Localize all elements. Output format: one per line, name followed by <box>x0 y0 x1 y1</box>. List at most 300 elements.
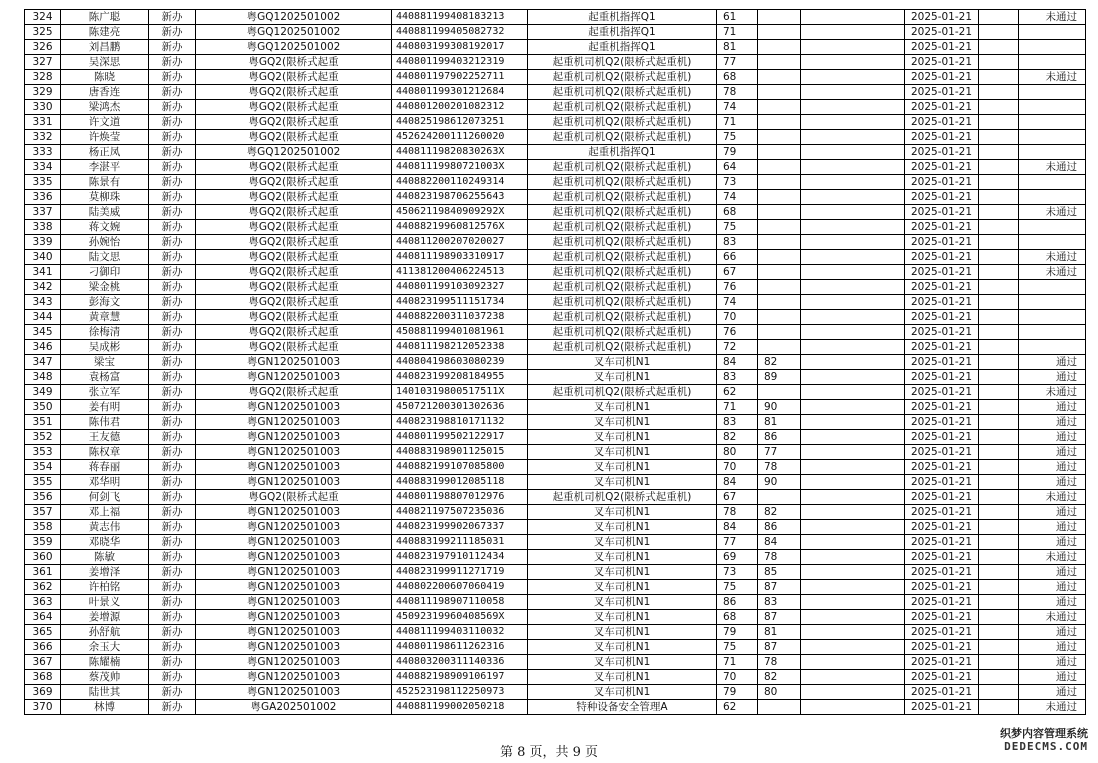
cert-code: 粤GN1202501003 <box>196 400 392 415</box>
score-theory: 84 <box>717 475 758 490</box>
blank-cell <box>801 400 905 415</box>
apply-type: 新办 <box>149 580 196 595</box>
score-theory: 83 <box>717 235 758 250</box>
cert-code: 粤GN1202501003 <box>196 625 392 640</box>
score-theory: 75 <box>717 640 758 655</box>
blank-cell <box>979 595 1019 610</box>
blank-cell <box>801 520 905 535</box>
blank-cell <box>979 655 1019 670</box>
blank-cell <box>979 490 1019 505</box>
apply-type: 新办 <box>149 385 196 400</box>
result-status: 未通过 <box>1019 70 1086 85</box>
cert-code: 粤GN1202501003 <box>196 580 392 595</box>
cert-code: 粤GN1202501003 <box>196 610 392 625</box>
cert-code: 粤GN1202501003 <box>196 460 392 475</box>
id-number: 440801199502122917 <box>392 430 528 445</box>
score-practical <box>758 10 801 25</box>
blank-cell <box>801 670 905 685</box>
person-name: 许焕莹 <box>61 130 149 145</box>
blank-cell <box>979 580 1019 595</box>
blank-cell <box>979 445 1019 460</box>
result-status <box>1019 295 1086 310</box>
table-row <box>25 640 1086 655</box>
row-number: 366 <box>25 640 61 655</box>
blank-cell <box>801 565 905 580</box>
row-number: 361 <box>25 565 61 580</box>
exam-subject: 叉车司机N1 <box>528 550 717 565</box>
blank-cell <box>801 655 905 670</box>
score-theory: 66 <box>717 250 758 265</box>
apply-type: 新办 <box>149 310 196 325</box>
person-name: 姜增泽 <box>61 565 149 580</box>
id-number: 440821197507235036 <box>392 505 528 520</box>
apply-type: 新办 <box>149 265 196 280</box>
score-practical: 87 <box>758 610 801 625</box>
person-name: 黄章慧 <box>61 310 149 325</box>
table-row <box>25 250 1086 265</box>
apply-type: 新办 <box>149 640 196 655</box>
person-name: 陆世其 <box>61 685 149 700</box>
table-row <box>25 130 1086 145</box>
person-name: 陈伟君 <box>61 415 149 430</box>
table-row <box>25 655 1086 670</box>
exam-subject: 起重机指挥Q1 <box>528 10 717 25</box>
apply-type: 新办 <box>149 565 196 580</box>
score-theory: 81 <box>717 40 758 55</box>
person-name: 叶景义 <box>61 595 149 610</box>
exam-date: 2025-01-21 <box>905 85 979 100</box>
result-status <box>1019 130 1086 145</box>
result-status: 未通过 <box>1019 250 1086 265</box>
apply-type: 新办 <box>149 520 196 535</box>
cert-code: 粤GN1202501003 <box>196 430 392 445</box>
person-name: 陈晓 <box>61 70 149 85</box>
table-row <box>25 100 1086 115</box>
apply-type: 新办 <box>149 325 196 340</box>
exam-subject: 起重机司机Q2(限桥式起重机) <box>528 55 717 70</box>
id-number: 440811198903310917 <box>392 250 528 265</box>
result-status <box>1019 145 1086 160</box>
blank-cell <box>801 235 905 250</box>
score-theory: 83 <box>717 415 758 430</box>
blank-cell <box>979 115 1019 130</box>
blank-cell <box>979 205 1019 220</box>
exam-subject: 叉车司机N1 <box>528 595 717 610</box>
table-row <box>25 175 1086 190</box>
blank-cell <box>801 625 905 640</box>
score-theory: 71 <box>717 115 758 130</box>
blank-cell <box>801 310 905 325</box>
row-number: 355 <box>25 475 61 490</box>
exam-date: 2025-01-21 <box>905 610 979 625</box>
result-status <box>1019 220 1086 235</box>
row-number: 324 <box>25 10 61 25</box>
exam-date: 2025-01-21 <box>905 700 979 715</box>
row-number: 349 <box>25 385 61 400</box>
id-number: 440882199107085800 <box>392 460 528 475</box>
person-name: 陈广聪 <box>61 10 149 25</box>
cert-code: 粤GQ2(限桥式起重 <box>196 385 392 400</box>
cert-code: 粤GQ2(限桥式起重 <box>196 280 392 295</box>
blank-cell <box>801 355 905 370</box>
cert-code: 粤GQ2(限桥式起重 <box>196 325 392 340</box>
person-name: 林博 <box>61 700 149 715</box>
row-number: 333 <box>25 145 61 160</box>
blank-cell <box>979 145 1019 160</box>
exam-subject: 起重机司机Q2(限桥式起重机) <box>528 310 717 325</box>
exam-date: 2025-01-21 <box>905 160 979 175</box>
cert-code: 粤GN1202501003 <box>196 505 392 520</box>
exam-date: 2025-01-21 <box>905 385 979 400</box>
person-name: 陈建亮 <box>61 25 149 40</box>
person-name: 张立军 <box>61 385 149 400</box>
row-number: 353 <box>25 445 61 460</box>
apply-type: 新办 <box>149 445 196 460</box>
cert-code: 粤GQ2(限桥式起重 <box>196 250 392 265</box>
cert-code: 粤GQ2(限桥式起重 <box>196 160 392 175</box>
exam-subject: 叉车司机N1 <box>528 580 717 595</box>
id-number: 440801198807012976 <box>392 490 528 505</box>
table-row <box>25 205 1086 220</box>
cert-code: 粤GQ2(限桥式起重 <box>196 295 392 310</box>
person-name: 梁鸿杰 <box>61 100 149 115</box>
blank-cell <box>979 505 1019 520</box>
apply-type: 新办 <box>149 250 196 265</box>
row-number: 362 <box>25 580 61 595</box>
table-row <box>25 490 1086 505</box>
score-practical: 78 <box>758 655 801 670</box>
cert-code: 粤GN1202501003 <box>196 685 392 700</box>
exam-subject: 起重机司机Q2(限桥式起重机) <box>528 265 717 280</box>
cert-code: 粤GQ2(限桥式起重 <box>196 310 392 325</box>
result-status: 通过 <box>1019 460 1086 475</box>
score-theory: 86 <box>717 595 758 610</box>
exam-date: 2025-01-21 <box>905 685 979 700</box>
blank-cell <box>979 10 1019 25</box>
person-name: 邓上福 <box>61 505 149 520</box>
apply-type: 新办 <box>149 55 196 70</box>
row-number: 363 <box>25 595 61 610</box>
exam-date: 2025-01-21 <box>905 205 979 220</box>
id-number: 440811198212052338 <box>392 340 528 355</box>
apply-type: 新办 <box>149 550 196 565</box>
exam-subject: 叉车司机N1 <box>528 430 717 445</box>
exam-date: 2025-01-21 <box>905 220 979 235</box>
id-number: 440881199405082732 <box>392 25 528 40</box>
row-number: 364 <box>25 610 61 625</box>
blank-cell <box>801 85 905 100</box>
exam-subject: 叉车司机N1 <box>528 520 717 535</box>
score-theory: 77 <box>717 55 758 70</box>
apply-type: 新办 <box>149 280 196 295</box>
table-row <box>25 355 1086 370</box>
blank-cell <box>979 235 1019 250</box>
score-practical <box>758 325 801 340</box>
id-number: 440811199403110032 <box>392 625 528 640</box>
row-number: 354 <box>25 460 61 475</box>
blank-cell <box>801 100 905 115</box>
table-row <box>25 415 1086 430</box>
score-theory: 75 <box>717 220 758 235</box>
id-number: 440801199301212684 <box>392 85 528 100</box>
person-name: 孙舒航 <box>61 625 149 640</box>
result-status: 通过 <box>1019 430 1086 445</box>
exam-subject: 起重机司机Q2(限桥式起重机) <box>528 190 717 205</box>
exam-subject: 起重机司机Q2(限桥式起重机) <box>528 325 717 340</box>
blank-cell <box>979 625 1019 640</box>
apply-type: 新办 <box>149 295 196 310</box>
score-theory: 78 <box>717 85 758 100</box>
id-number: 440823199208184955 <box>392 370 528 385</box>
id-number: 44088219960812576X <box>392 220 528 235</box>
id-number: 14010319800517511X <box>392 385 528 400</box>
blank-cell <box>979 295 1019 310</box>
result-status: 未通过 <box>1019 490 1086 505</box>
row-number: 365 <box>25 625 61 640</box>
exam-date: 2025-01-21 <box>905 115 979 130</box>
exam-date: 2025-01-21 <box>905 475 979 490</box>
id-number: 440801199103092327 <box>392 280 528 295</box>
result-status <box>1019 40 1086 55</box>
blank-cell <box>979 565 1019 580</box>
row-number: 343 <box>25 295 61 310</box>
id-number: 440803200311140336 <box>392 655 528 670</box>
table-row <box>25 385 1086 400</box>
table-row <box>25 280 1086 295</box>
exam-date: 2025-01-21 <box>905 310 979 325</box>
blank-cell <box>979 535 1019 550</box>
person-name: 孙婉怡 <box>61 235 149 250</box>
exam-subject: 起重机司机Q2(限桥式起重机) <box>528 340 717 355</box>
person-name: 袁杨富 <box>61 370 149 385</box>
score-practical <box>758 115 801 130</box>
table-row <box>25 700 1086 715</box>
person-name: 陆美威 <box>61 205 149 220</box>
exam-date: 2025-01-21 <box>905 460 979 475</box>
exam-date: 2025-01-21 <box>905 325 979 340</box>
cert-code: 粤GN1202501003 <box>196 640 392 655</box>
blank-cell <box>801 145 905 160</box>
score-theory: 67 <box>717 490 758 505</box>
blank-cell <box>979 220 1019 235</box>
person-name: 姜增源 <box>61 610 149 625</box>
score-theory: 67 <box>717 265 758 280</box>
apply-type: 新办 <box>149 100 196 115</box>
exam-subject: 起重机司机Q2(限桥式起重机) <box>528 280 717 295</box>
watermark-line1: 织梦内容管理系统 <box>1000 727 1088 740</box>
cert-code: 粤GN1202501003 <box>196 550 392 565</box>
cert-code: 粤GN1202501003 <box>196 565 392 580</box>
table-row <box>25 535 1086 550</box>
result-status <box>1019 115 1086 130</box>
result-status: 未通过 <box>1019 160 1086 175</box>
apply-type: 新办 <box>149 10 196 25</box>
row-number: 330 <box>25 100 61 115</box>
score-practical: 87 <box>758 580 801 595</box>
row-number: 326 <box>25 40 61 55</box>
blank-cell <box>979 40 1019 55</box>
blank-cell <box>979 55 1019 70</box>
table-row <box>25 400 1086 415</box>
blank-cell <box>979 550 1019 565</box>
cert-code: 粤GQ2(限桥式起重 <box>196 235 392 250</box>
result-status <box>1019 100 1086 115</box>
apply-type: 新办 <box>149 160 196 175</box>
score-practical <box>758 175 801 190</box>
apply-type: 新办 <box>149 460 196 475</box>
apply-type: 新办 <box>149 700 196 715</box>
score-practical: 86 <box>758 520 801 535</box>
exam-date: 2025-01-21 <box>905 550 979 565</box>
score-practical: 78 <box>758 460 801 475</box>
exam-date: 2025-01-21 <box>905 370 979 385</box>
table-row <box>25 310 1086 325</box>
person-name: 莫柳珠 <box>61 190 149 205</box>
id-number: 440801200201082312 <box>392 100 528 115</box>
exam-date: 2025-01-21 <box>905 595 979 610</box>
blank-cell <box>801 265 905 280</box>
table-row <box>25 220 1086 235</box>
exam-date: 2025-01-21 <box>905 295 979 310</box>
blank-cell <box>801 130 905 145</box>
row-number: 346 <box>25 340 61 355</box>
blank-cell <box>801 160 905 175</box>
result-status: 通过 <box>1019 415 1086 430</box>
id-number: 452624200111260020 <box>392 130 528 145</box>
apply-type: 新办 <box>149 175 196 190</box>
row-number: 351 <box>25 415 61 430</box>
table-row <box>25 595 1086 610</box>
table-row <box>25 370 1086 385</box>
exam-date: 2025-01-21 <box>905 520 979 535</box>
cert-code: 粤GQ1202501002 <box>196 40 392 55</box>
result-status: 通过 <box>1019 595 1086 610</box>
exam-subject: 叉车司机N1 <box>528 460 717 475</box>
id-number: 450881199401081961 <box>392 325 528 340</box>
blank-cell <box>801 460 905 475</box>
exam-subject: 叉车司机N1 <box>528 445 717 460</box>
score-theory: 70 <box>717 670 758 685</box>
row-number: 356 <box>25 490 61 505</box>
exam-subject: 起重机司机Q2(限桥式起重机) <box>528 250 717 265</box>
exam-subject: 叉车司机N1 <box>528 670 717 685</box>
apply-type: 新办 <box>149 685 196 700</box>
table-row <box>25 10 1086 25</box>
exam-subject: 叉车司机N1 <box>528 415 717 430</box>
apply-type: 新办 <box>149 490 196 505</box>
result-status: 通过 <box>1019 685 1086 700</box>
score-practical <box>758 280 801 295</box>
blank-cell <box>801 325 905 340</box>
apply-type: 新办 <box>149 670 196 685</box>
blank-cell <box>979 610 1019 625</box>
person-name: 杨正凤 <box>61 145 149 160</box>
cert-code: 粤GQ2(限桥式起重 <box>196 490 392 505</box>
result-status <box>1019 235 1086 250</box>
cert-code: 粤GN1202501003 <box>196 415 392 430</box>
cert-code: 粤GN1202501003 <box>196 475 392 490</box>
score-practical <box>758 700 801 715</box>
apply-type: 新办 <box>149 370 196 385</box>
blank-cell <box>801 445 905 460</box>
person-name: 梁宝 <box>61 355 149 370</box>
score-practical <box>758 40 801 55</box>
score-practical: 82 <box>758 505 801 520</box>
blank-cell <box>979 160 1019 175</box>
result-status <box>1019 55 1086 70</box>
person-name: 刁御印 <box>61 265 149 280</box>
id-number: 440883198901125015 <box>392 445 528 460</box>
score-practical <box>758 85 801 100</box>
exam-subject: 起重机司机Q2(限桥式起重机) <box>528 235 717 250</box>
table-row <box>25 85 1086 100</box>
blank-cell <box>801 205 905 220</box>
blank-cell <box>979 430 1019 445</box>
result-status: 未通过 <box>1019 385 1086 400</box>
score-practical: 80 <box>758 685 801 700</box>
score-theory: 83 <box>717 370 758 385</box>
exam-date: 2025-01-21 <box>905 505 979 520</box>
score-practical: 77 <box>758 445 801 460</box>
row-number: 336 <box>25 190 61 205</box>
blank-cell <box>979 355 1019 370</box>
score-practical: 81 <box>758 625 801 640</box>
table-row <box>25 430 1086 445</box>
score-theory: 79 <box>717 625 758 640</box>
exam-date: 2025-01-21 <box>905 565 979 580</box>
result-status: 通过 <box>1019 400 1086 415</box>
person-name: 唐香连 <box>61 85 149 100</box>
apply-type: 新办 <box>149 85 196 100</box>
score-practical <box>758 100 801 115</box>
score-theory: 74 <box>717 295 758 310</box>
score-practical <box>758 340 801 355</box>
result-status: 未通过 <box>1019 550 1086 565</box>
score-practical: 78 <box>758 550 801 565</box>
person-name: 余玉大 <box>61 640 149 655</box>
exam-date: 2025-01-21 <box>905 190 979 205</box>
row-number: 357 <box>25 505 61 520</box>
exam-date: 2025-01-21 <box>905 250 979 265</box>
cert-code: 粤GN1202501003 <box>196 670 392 685</box>
cert-code: 粤GQ2(限桥式起重 <box>196 340 392 355</box>
result-status: 通过 <box>1019 370 1086 385</box>
score-theory: 74 <box>717 100 758 115</box>
exam-date: 2025-01-21 <box>905 445 979 460</box>
row-number: 327 <box>25 55 61 70</box>
blank-cell <box>801 580 905 595</box>
exam-date: 2025-01-21 <box>905 655 979 670</box>
cert-code: 粤GQ1202501002 <box>196 25 392 40</box>
exam-date: 2025-01-21 <box>905 235 979 250</box>
cert-code: 粤GQ2(限桥式起重 <box>196 70 392 85</box>
table-row <box>25 445 1086 460</box>
table-row <box>25 145 1086 160</box>
cert-code: 粤GN1202501003 <box>196 520 392 535</box>
score-practical <box>758 265 801 280</box>
score-theory: 73 <box>717 175 758 190</box>
score-theory: 84 <box>717 355 758 370</box>
row-number: 350 <box>25 400 61 415</box>
table-row <box>25 505 1086 520</box>
apply-type: 新办 <box>149 610 196 625</box>
person-name: 吴成彬 <box>61 340 149 355</box>
score-practical <box>758 250 801 265</box>
result-status <box>1019 310 1086 325</box>
blank-cell <box>801 250 905 265</box>
row-number: 341 <box>25 265 61 280</box>
apply-type: 新办 <box>149 130 196 145</box>
